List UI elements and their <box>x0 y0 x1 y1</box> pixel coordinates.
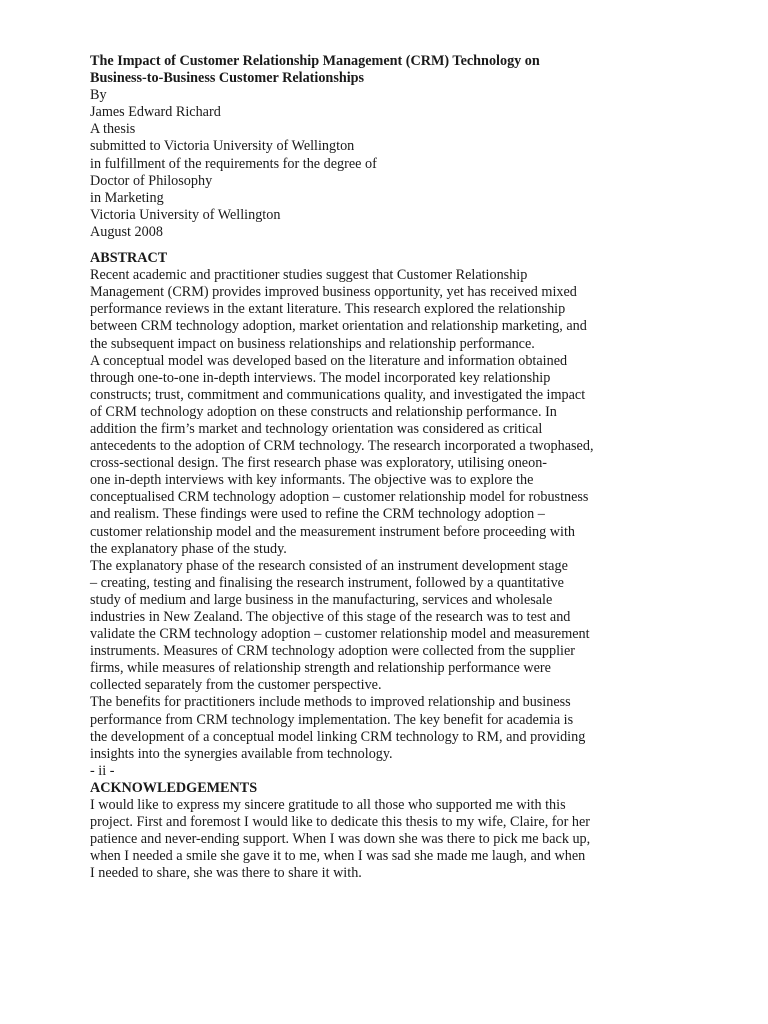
abstract-line: instruments. Measures of CRM technology adoption were collected from the supplier <box>90 643 576 660</box>
abstract-line: Recent academic and practitioner studies suggest that Customer Relationship <box>90 267 528 284</box>
front-matter <box>90 87 650 241</box>
acknowledgements-line: patience and never-ending support. When I was down she was there to pick me back up, <box>90 831 591 848</box>
abstract-line: of CRM technology adoption on these constructs and relationship performance. In <box>90 403 557 420</box>
abstract-line: industries in New Zealand. The objective of this stage of the research was to test and <box>90 609 571 625</box>
abstract-heading: ABSTRACT <box>90 250 168 267</box>
acknowledgements-body <box>90 797 650 882</box>
abstract-line: firms, while measures of relationship strength and relationship performance were <box>90 660 551 677</box>
acknowledgements-line: I would like to express my sincere gratitude to all those who supported me with this <box>90 797 566 814</box>
abstract-line: conceptualised CRM technology adoption – customer relationship model for robustness <box>90 489 589 506</box>
acknowledgements-line: I needed to share, she was there to share it with. <box>90 865 362 882</box>
abstract-line: through one-to-one in-depth interviews. The model incorporated key relationship <box>90 369 551 386</box>
abstract-line: constructs; trust, commitment and communications quality, and investigated the impact <box>90 386 586 403</box>
abstract-line: collected separately from the customer perspective. <box>90 677 382 694</box>
abstract-line: Management (CRM) provides improved business opportunity, yet has received mixed <box>90 284 577 301</box>
abstract-line: one in-depth interviews with key informants. The objective was to explore the <box>90 472 534 489</box>
abstract-line: performance reviews in the extant literature. This research explored the relationship <box>90 301 566 318</box>
front-matter-line: A thesis <box>90 121 136 138</box>
abstract-line: performance from CRM technology implementation. The key benefit for academia is <box>90 711 574 728</box>
abstract-line: between CRM technology adoption, market orientation and relationship marketing, and <box>90 318 587 335</box>
acknowledgements-line: project. First and foremost I would like to dedicate this thesis to my wife, Claire, for her <box>90 814 590 831</box>
title-line: The Impact of Customer Relationship Management (CRM) Technology on <box>90 53 540 69</box>
abstract-line: the development of a conceptual model linking CRM technology to RM, and providing <box>90 728 586 745</box>
title-line: Business-to-Business Customer Relationships <box>90 70 365 87</box>
abstract-line: cross-sectional design. The first research phase was exploratory, utilising oneon- <box>90 455 548 472</box>
author-name: James Edward Richard <box>90 104 221 121</box>
abstract-line: the subsequent impact on business relationships and relationship performance. <box>90 335 535 352</box>
abstract-line: validate the CRM technology adoption – customer relationship model and measurement <box>90 626 590 643</box>
abstract-line: – creating, testing and finalising the research instrument, followed by a quantitative <box>90 574 564 591</box>
abstract-section <box>90 250 650 763</box>
front-matter-line: in fulfillment of the requirements for the degree of <box>90 155 377 172</box>
abstract-line: The explanatory phase of the research consisted of an instrument development stage <box>90 557 568 574</box>
acknowledgements-line: when I needed a smile she gave it to me, when I was sad she made me laugh, and when <box>90 848 586 865</box>
abstract-line: the explanatory phase of the study. <box>90 540 287 557</box>
document-page <box>90 53 650 883</box>
abstract-line: study of medium and large business in the manufacturing, services and wholesale <box>90 591 553 608</box>
institution-line: Victoria University of Wellington <box>90 206 281 223</box>
abstract-line: A conceptual model was developed based on the literature and information obtained <box>90 352 568 369</box>
abstract-line: addition the firm’s market and technology orientation was considered as critical <box>90 420 543 437</box>
front-matter-line: By <box>90 87 107 104</box>
degree-line: Doctor of Philosophy <box>90 172 213 189</box>
acknowledgements-section <box>90 780 650 883</box>
abstract-body <box>90 267 650 763</box>
abstract-line: antecedents to the adoption of CRM technology. The research incorporated a twophased, <box>90 438 594 455</box>
page-number: - ii - <box>90 762 115 779</box>
section-spacer <box>90 241 650 250</box>
date-line: August 2008 <box>90 223 163 240</box>
acknowledgements-heading: ACKNOWLEDGEMENTS <box>90 779 258 796</box>
front-matter-line: in Marketing <box>90 189 164 206</box>
abstract-line: insights into the synergies available from technology. <box>90 745 393 762</box>
thesis-title <box>90 53 650 87</box>
front-matter-line: submitted to Victoria University of Wellington <box>90 138 355 155</box>
abstract-line: and realism. These findings were used to refine the CRM technology adoption – <box>90 506 545 523</box>
abstract-line: The benefits for practitioners include methods to improved relationship and business <box>90 694 571 711</box>
abstract-line: customer relationship model and the measurement instrument before proceeding with <box>90 523 575 540</box>
